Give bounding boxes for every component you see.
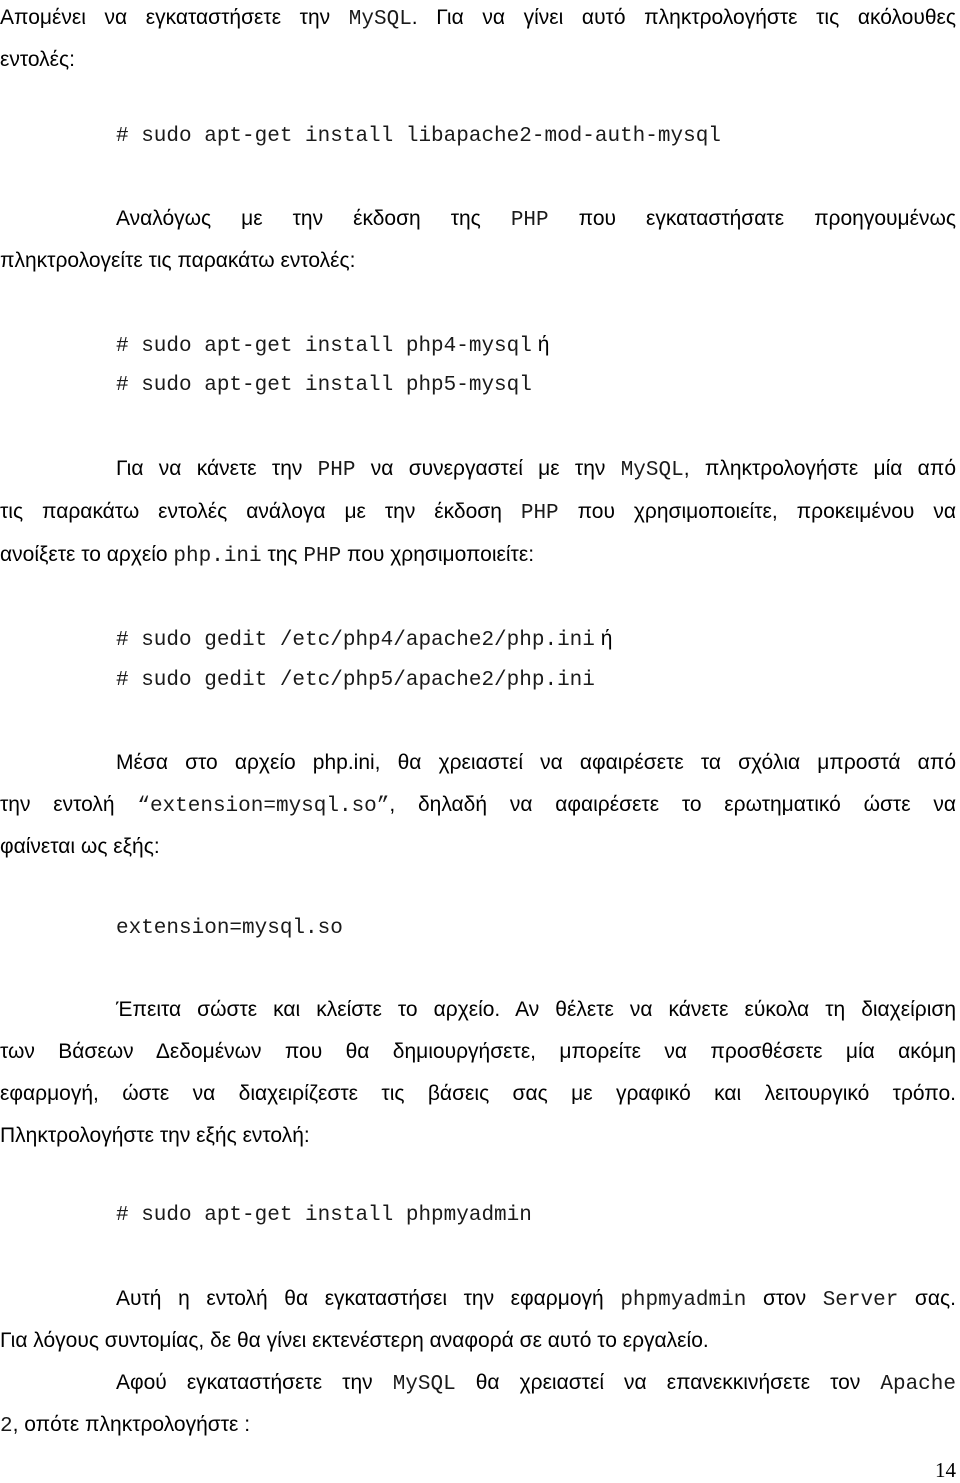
- para-3-line-3: ανοίξετε το αρχείο php.ini της PHP που χρησιμοποιείτε:: [0, 543, 535, 568]
- config-line-extension: extension=mysql.so: [116, 917, 343, 940]
- para-4-line-2: την εντολή “extension=mysql.so”, δηλαδή να αφαιρέσετε το ερωτηματικό ώστε να: [0, 793, 956, 818]
- command-install-phpmyadmin: # sudo apt-get install phpmyadmin: [116, 1204, 532, 1227]
- page-number: 14: [935, 1458, 956, 1482]
- para-1-line-2: εντολές:: [0, 48, 75, 71]
- para-3-line-2: τις παρακάτω εντολές ανάλογα με την έκδοση PHP που χρησιμοποιείτε, προκειμένου να: [0, 500, 956, 525]
- para-4-line-1: Μέσα στο αρχείο php.ini, θα χρειαστεί να αφαιρέσετε τα σχόλια μπροστά από: [116, 751, 956, 774]
- para-6-line-2: Για λόγους συντομίας, δε θα γίνει εκτενέστερη αναφορά σε αυτό το εργαλείο.: [0, 1329, 709, 1352]
- para-3-line-1: Για να κάνετε την PHP να συνεργαστεί με την MySQL, πληκτρολογήστε μία από: [116, 457, 956, 482]
- para-5-line-3: εφαρμογή, ώστε να διαχειρίζεστε τις βάσεις σας με γραφικό και λειτουργικό τρόπο.: [0, 1082, 956, 1105]
- para-2-line-1: Αναλόγως με την έκδοση της PHP που εγκαταστήσατε προηγουμένως: [116, 207, 957, 232]
- para-5-line-4: Πληκτρολογήστε την εξής εντολή:: [0, 1124, 310, 1147]
- para-6-line-1: Αυτή η εντολή θα εγκαταστήσει την εφαρμογή phpmyadmin στον Server σας.: [116, 1287, 956, 1312]
- command-install-auth-mysql: # sudo apt-get install libapache2-mod-auth-mysql: [116, 125, 721, 148]
- inline-code-mysql: MySQL: [348, 8, 412, 31]
- para-4-line-3: φαίνεται ως εξής:: [0, 835, 160, 858]
- para-7-line-1: Αφού εγκαταστήσετε την MySQL θα χρειαστεί να επανεκκινήσετε τον Apache: [116, 1371, 956, 1396]
- command-install-php4-mysql: # sudo apt-get install php4-mysql ή: [116, 333, 550, 358]
- command-install-php5-mysql: # sudo apt-get install php5-mysql: [116, 374, 532, 397]
- para-7-line-2: 2, οπότε πληκτρολογήστε :: [0, 1413, 251, 1438]
- command-gedit-php4-ini: # sudo gedit /etc/php4/apache2/php.ini ή: [116, 627, 613, 652]
- para-5-line-2: των Βάσεων Δεδομένων που θα δημιουργήσετε, μπορείτε να προσθέσετε μία ακόμη: [0, 1040, 956, 1063]
- para-1-line-1: Απομένει να εγκαταστήσετε την MySQL. Για να γίνει αυτό πληκτρολογήστε τις ακόλουθες: [0, 6, 956, 31]
- or-word: ή: [531, 333, 550, 356]
- para-5-line-1: Έπειτα σώστε και κλείστε το αρχείο. Αν θέλετε να κάνετε εύκολα τη διαχείριση: [116, 998, 956, 1021]
- command-gedit-php5-ini: # sudo gedit /etc/php5/apache2/php.ini: [116, 669, 595, 692]
- para-2-line-2: πληκτρολογείτε τις παρακάτω εντολές:: [0, 249, 356, 272]
